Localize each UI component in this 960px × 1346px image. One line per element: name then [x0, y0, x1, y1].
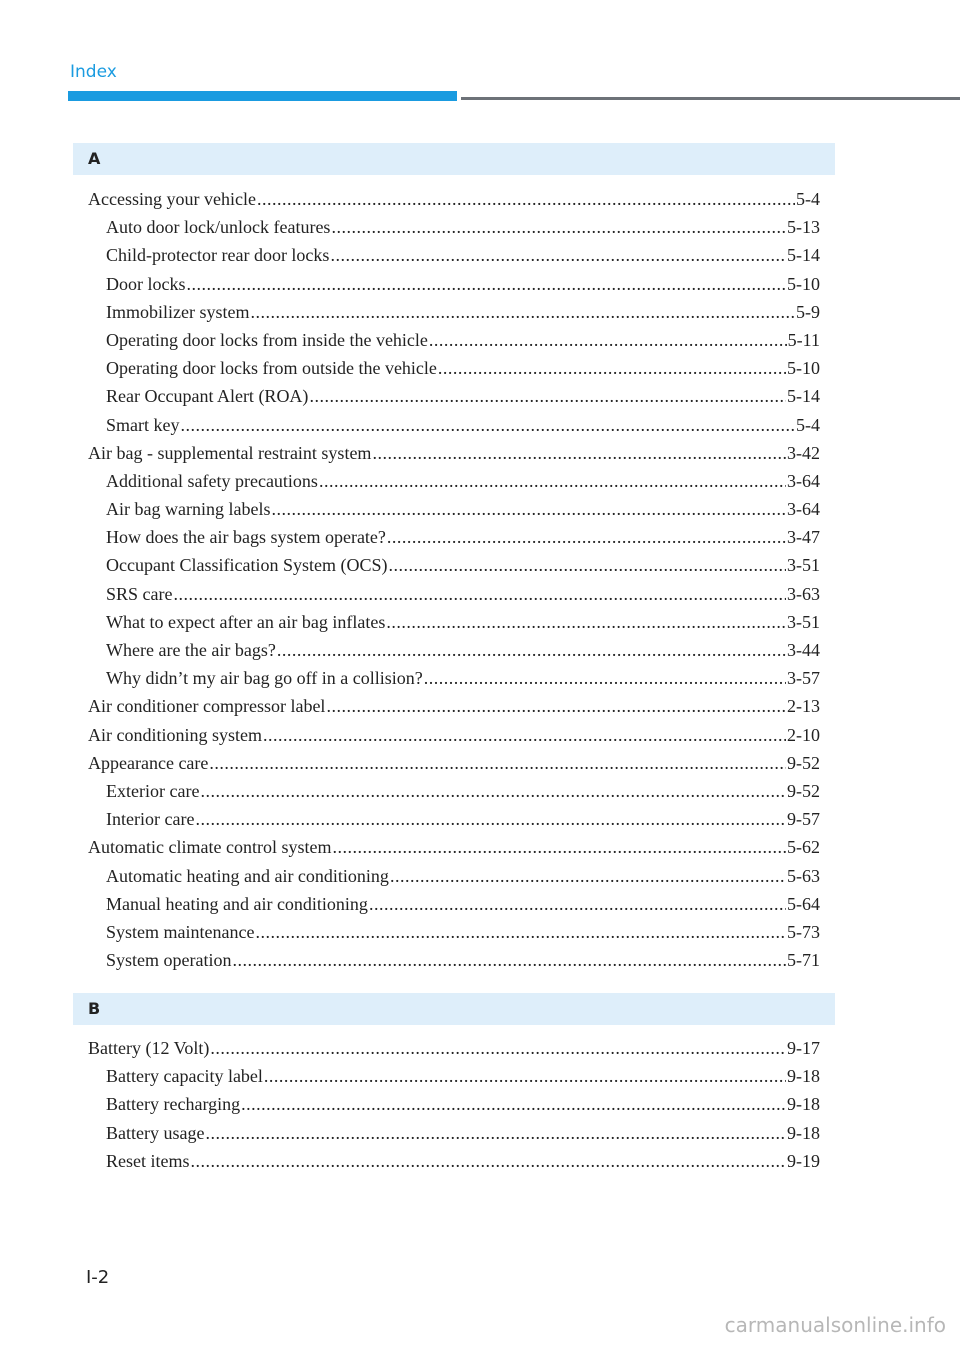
entry-page: 9-18 — [787, 1122, 820, 1143]
entry-label: Door locks — [106, 273, 186, 294]
index-entry — [88, 189, 820, 217]
entry-label: System operation — [106, 950, 232, 971]
entry-label: Additional safety precautions — [106, 470, 318, 491]
index-entry — [88, 1066, 820, 1094]
entry-label: Battery usage — [106, 1122, 205, 1143]
entry-page: 3-42 — [787, 442, 820, 463]
dot-leader — [255, 922, 786, 943]
dot-leader — [326, 696, 786, 717]
entry-page: 9-19 — [787, 1150, 820, 1171]
index-entry — [88, 274, 820, 302]
entry-page: 3-51 — [787, 555, 820, 576]
entry-label: Air bag - supplemental restraint system — [88, 442, 372, 463]
entry-label: Air conditioning system — [88, 724, 262, 745]
index-list-a — [88, 189, 820, 978]
dot-leader — [232, 950, 786, 971]
entry-label: SRS care — [106, 583, 173, 604]
entry-label: Smart key — [106, 414, 180, 435]
entry-page: 3-51 — [787, 611, 820, 632]
entry-page: 9-18 — [787, 1094, 820, 1115]
entry-label: What to expect after an air bag inflates — [106, 611, 386, 632]
index-entry — [88, 1151, 820, 1179]
dot-leader — [241, 1094, 786, 1115]
section-header-b — [73, 993, 835, 1025]
dot-leader — [210, 1038, 786, 1059]
index-entry — [88, 217, 820, 245]
header-title: Index — [70, 62, 117, 82]
entry-page: 5-71 — [787, 950, 820, 971]
header-bar-blue — [68, 91, 457, 101]
index-entry — [88, 640, 820, 668]
entry-page: 5-4 — [796, 189, 820, 209]
dot-leader — [181, 415, 796, 436]
index-entry — [88, 950, 820, 978]
entry-page: 3-44 — [787, 640, 820, 660]
index-entry — [88, 866, 820, 894]
entry-label: Exterior care — [106, 780, 200, 801]
dot-leader — [277, 640, 786, 661]
entry-page: 5-4 — [796, 414, 820, 435]
entry-label: Accessing your vehicle — [88, 189, 256, 209]
dot-leader — [195, 809, 786, 830]
dot-leader — [271, 499, 786, 520]
entry-page: 5-73 — [787, 921, 820, 942]
index-entry — [88, 330, 820, 358]
dot-leader — [372, 443, 786, 464]
dot-leader — [309, 386, 786, 407]
entry-page: 5-10 — [787, 358, 820, 379]
entry-label: How does the air bags system operate? — [106, 527, 386, 548]
entry-label: Operating door locks from outside the vehicle — [106, 358, 437, 379]
section-letter: B — [88, 999, 101, 1018]
index-entry — [88, 668, 820, 696]
entry-label: Battery (12 Volt) — [88, 1038, 210, 1058]
index-entry — [88, 809, 820, 837]
entry-label: Automatic heating and air conditioning — [106, 865, 389, 886]
index-entry — [88, 471, 820, 499]
entry-page: 9-17 — [787, 1038, 820, 1058]
entry-label: Immobilizer system — [106, 301, 250, 322]
entry-page: 5-14 — [787, 386, 820, 407]
dot-leader — [429, 330, 787, 351]
dot-leader — [388, 555, 786, 576]
dot-leader — [386, 612, 786, 633]
entry-page: 3-64 — [787, 499, 820, 520]
entry-label: Occupant Classification System (OCS) — [106, 555, 388, 576]
dot-leader — [264, 1066, 786, 1087]
index-entry — [88, 922, 820, 950]
dot-leader — [319, 471, 786, 492]
index-entry — [88, 302, 820, 330]
entry-page: 3-57 — [787, 668, 820, 689]
index-entry — [88, 753, 820, 781]
index-entry — [88, 415, 820, 443]
index-entry — [88, 612, 820, 640]
entry-label: Where are the air bags? — [106, 640, 276, 660]
dot-leader — [330, 245, 786, 266]
dot-leader — [174, 584, 787, 605]
index-entry — [88, 894, 820, 922]
entry-label: Reset items — [106, 1150, 190, 1171]
entry-label: Automatic climate control system — [88, 837, 332, 858]
index-entry — [88, 1094, 820, 1122]
index-entry — [88, 555, 820, 583]
section-header-a — [73, 143, 835, 175]
dot-leader — [332, 837, 786, 858]
entry-page: 5-10 — [787, 273, 820, 294]
index-entry — [88, 1038, 820, 1066]
dot-leader — [209, 753, 786, 774]
dot-leader — [263, 725, 786, 746]
entry-page: 5-63 — [787, 865, 820, 886]
dot-leader — [424, 668, 786, 689]
entry-label: Air conditioner compressor label — [88, 696, 326, 717]
entry-page: 5-9 — [796, 301, 820, 322]
entry-page: 5-13 — [787, 217, 820, 238]
dot-leader — [331, 217, 786, 238]
index-entry — [88, 358, 820, 386]
dot-leader — [191, 1151, 787, 1172]
entry-label: Air bag warning labels — [106, 499, 271, 520]
index-entry — [88, 527, 820, 555]
index-entry — [88, 499, 820, 527]
index-entry — [88, 1123, 820, 1151]
header-bar-gray — [461, 97, 960, 100]
dot-leader — [205, 1123, 786, 1144]
index-list-b — [88, 1038, 820, 1179]
entry-page: 3-63 — [787, 583, 820, 604]
entry-page: 3-47 — [787, 527, 820, 548]
entry-label: Rear Occupant Alert (ROA) — [106, 386, 309, 407]
entry-page: 9-52 — [787, 752, 820, 773]
entry-page: 5-64 — [787, 893, 820, 914]
index-entry — [88, 725, 820, 753]
dot-leader — [390, 866, 786, 887]
dot-leader — [438, 358, 786, 379]
entry-page: 2-13 — [787, 696, 820, 717]
entry-label: Auto door lock/unlock features — [106, 217, 331, 238]
watermark: carmanualsonline.info — [724, 1313, 946, 1337]
index-entry — [88, 245, 820, 273]
dot-leader — [257, 189, 795, 210]
entry-label: Battery recharging — [106, 1094, 241, 1115]
dot-leader — [369, 894, 786, 915]
entry-page: 9-18 — [787, 1066, 820, 1087]
index-entry — [88, 443, 820, 471]
entry-page: 5-11 — [787, 329, 820, 350]
entry-label: Child-protector rear door locks — [106, 245, 330, 266]
entry-label: Interior care — [106, 809, 195, 830]
dot-leader — [187, 274, 787, 295]
dot-leader — [200, 781, 786, 802]
entry-label: Battery capacity label — [106, 1066, 263, 1087]
index-entry — [88, 696, 820, 724]
entry-label: System maintenance — [106, 921, 255, 942]
entry-label: Appearance care — [88, 752, 209, 773]
entry-label: Why didn’t my air bag go off in a collision? — [106, 668, 423, 689]
index-entry — [88, 386, 820, 414]
section-letter: A — [88, 149, 101, 168]
entry-page: 9-57 — [787, 809, 820, 830]
entry-page: 3-64 — [787, 470, 820, 491]
entry-page: 5-62 — [787, 837, 820, 858]
page-number: I-2 — [86, 1267, 110, 1288]
index-entry — [88, 781, 820, 809]
entry-label: Manual heating and air conditioning — [106, 893, 368, 914]
entry-label: Operating door locks from inside the vehicle — [106, 329, 428, 350]
entry-page: 9-52 — [787, 780, 820, 801]
dot-leader — [387, 527, 786, 548]
entry-page: 2-10 — [787, 724, 820, 745]
index-entry — [88, 837, 820, 865]
entry-page: 5-14 — [787, 245, 820, 266]
index-entry — [88, 584, 820, 612]
dot-leader — [250, 302, 795, 323]
